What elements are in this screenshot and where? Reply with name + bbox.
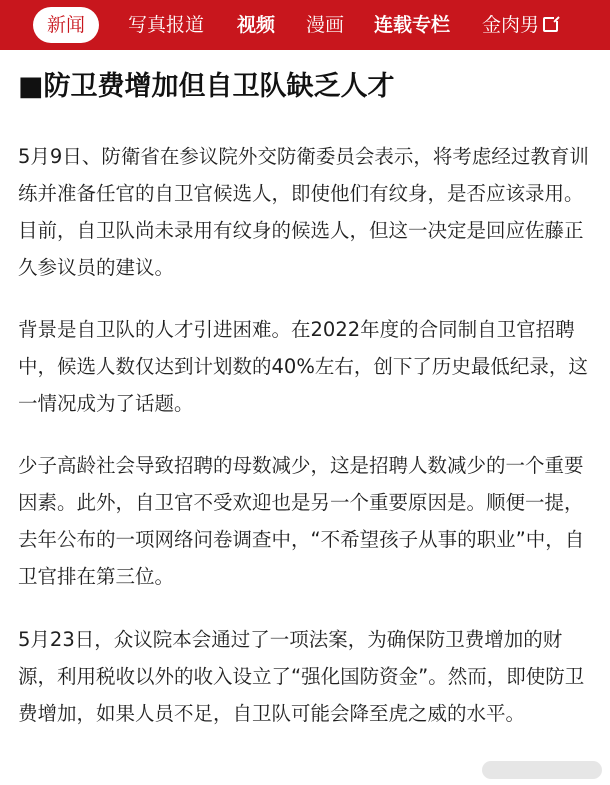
- article-paragraph-1: 5月9日、防衛省在参议院外交防衛委员会表示，将考虑经过教育训练并准备任官的自卫官候选人，即使他们有纹身，是否应该录用。目前，自卫队尚未录用有纹身的候选人，但这一决定是回应佐藤正久参议员的建议。: [18, 145, 589, 279]
- article-paragraph-3: 少子高龄社会导致招聘的母数减少，这是招聘人数减少的一个重要因素。此外，自卫官不受欢迎也是另一个重要原因是。顺便一提，去年公布的一项网络问卷调查中，“不希望孩子从事的职业”中，自卫官排在第三位。: [18, 454, 585, 588]
- nav-tab-news[interactable]: 新闻: [33, 7, 99, 43]
- nav-tab-photo-report[interactable]: 写真报道: [128, 14, 205, 36]
- nav-tab-serial-column[interactable]: 连载专栏: [374, 14, 451, 36]
- external-link-icon: [543, 17, 558, 32]
- nav-tab-manga[interactable]: 漫画: [306, 14, 345, 36]
- article-paragraph-4: 5月23日，众议院本会通过了一项法案，为确保防卫费增加的财源，利用税收以外的收入设立了“强化国防资金”。然而，即使防卫费增加，如果人员不足，自卫队可能会降至虎之威的水平。: [18, 628, 585, 725]
- nav-tab-video[interactable]: 视频: [237, 14, 276, 36]
- nav-tab-kinnikuman[interactable]: [482, 0, 558, 50]
- nav-tab-kinnikuman-label: 金肉男: [482, 14, 540, 36]
- article-title: ■防卫费增加但自卫队缺乏人才: [18, 71, 395, 102]
- article-paragraph-2: 背景是自卫队的人才引进困难。在2022年度的合同制自卫官招聘中，候选人数仅达到计划数的40%左右，创下了历史最低纪录，这一情况成为了话题。: [18, 318, 588, 415]
- top-nav-bar: [0, 0, 610, 50]
- watermark: [482, 761, 602, 779]
